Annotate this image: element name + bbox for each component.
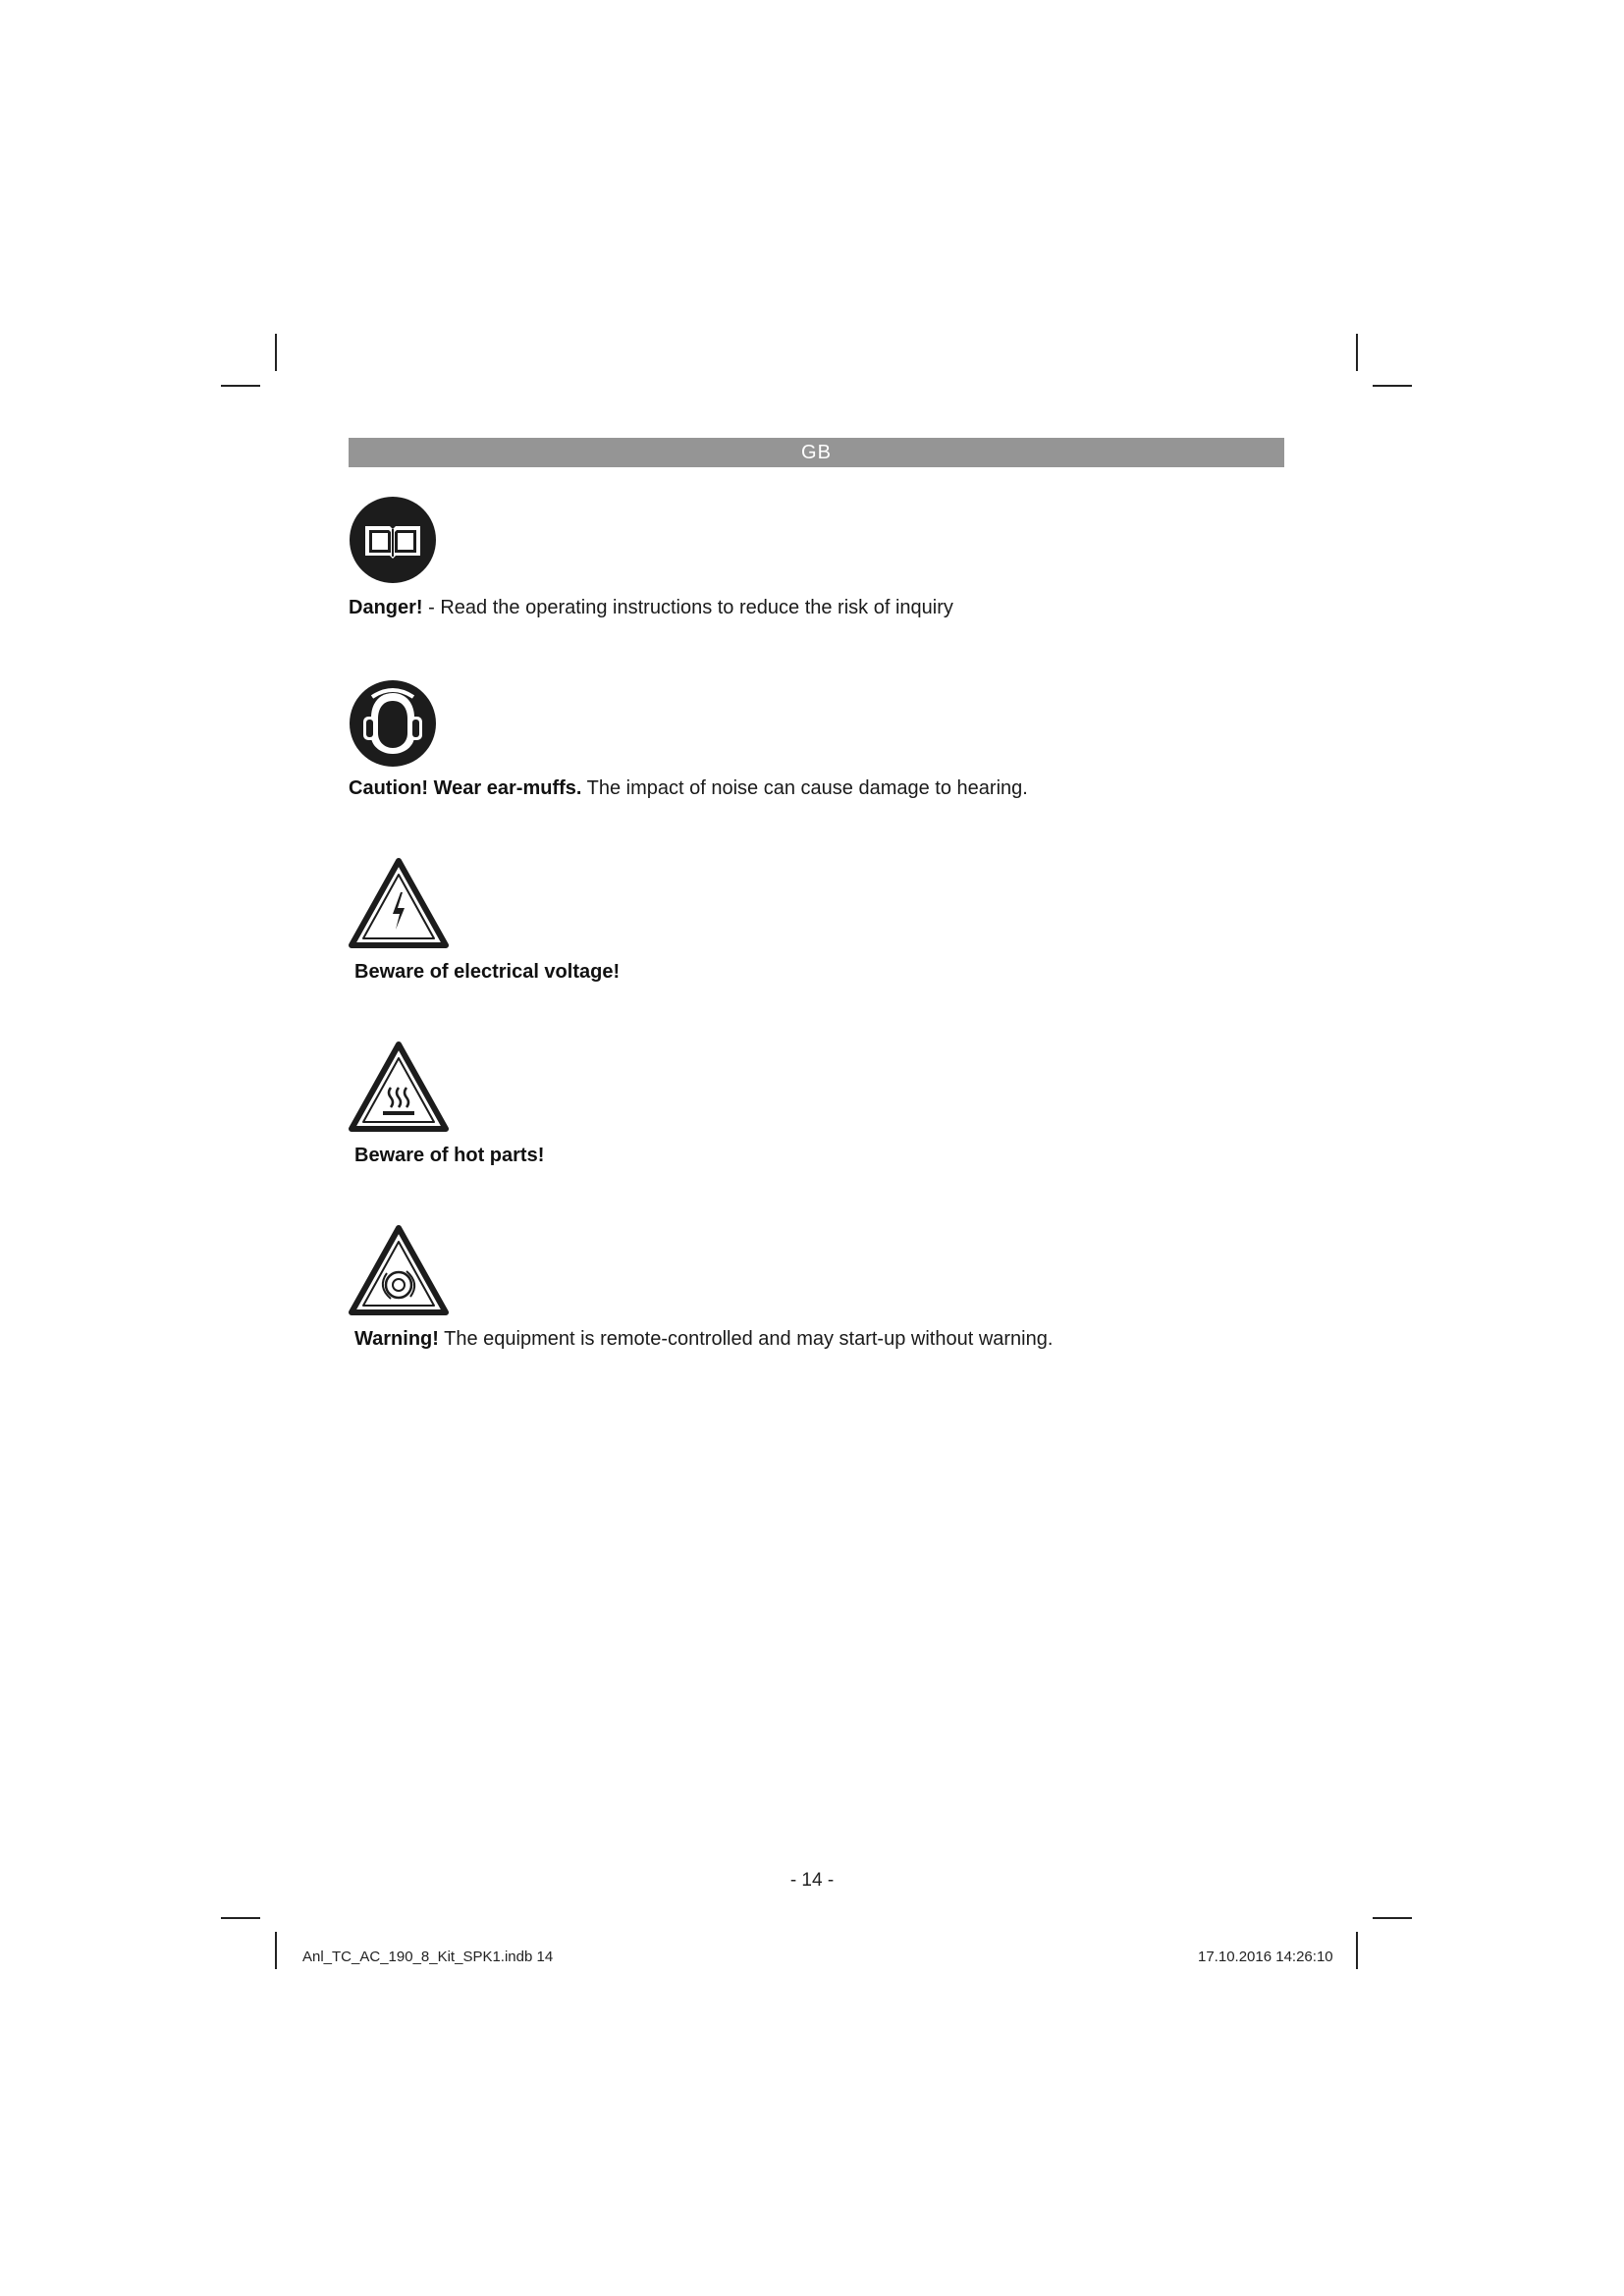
print-timestamp: 17.10.2016 14:26:10 (1198, 1949, 1333, 1965)
caption-bold: Beware of electrical voltage! (354, 961, 621, 983)
crop-mark (1373, 1917, 1412, 1919)
caption-text: The impact of noise can cause damage to hearing. (581, 777, 1028, 799)
ear-muffs-icon (349, 679, 437, 768)
hot-parts-caption (354, 1144, 544, 1167)
caption-bold: Warning! (354, 1328, 439, 1350)
caption-bold: Caution! Wear ear-muffs. (349, 777, 582, 799)
language-code: GB (801, 442, 832, 463)
crop-mark (221, 385, 260, 387)
warning-caption (354, 1327, 1053, 1351)
language-header-bar (349, 438, 1284, 467)
crop-mark (221, 1917, 260, 1919)
danger-caption (349, 596, 953, 619)
caption-bold: Danger! (349, 597, 423, 618)
caption-bold: Beware of hot parts! (354, 1145, 545, 1166)
crop-mark (275, 334, 277, 371)
crop-mark (275, 1932, 277, 1969)
caution-caption (349, 776, 1028, 800)
read-manual-icon (349, 496, 437, 584)
crop-mark (1356, 334, 1358, 371)
electrical-voltage-icon (348, 857, 450, 951)
hot-surface-icon (348, 1041, 450, 1135)
caption-text: The equipment is remote-controlled and may start-up without warning. (438, 1328, 1054, 1350)
remote-start-icon (348, 1224, 450, 1318)
caption-text: - Read the operating instructions to reduce the risk of inquiry (422, 597, 953, 618)
voltage-caption (354, 960, 620, 984)
page-number: - 14 - (789, 1870, 835, 1891)
crop-mark (1356, 1932, 1358, 1969)
crop-mark (1373, 385, 1412, 387)
file-slug: Anl_TC_AC_190_8_Kit_SPK1.indb 14 (302, 1949, 554, 1965)
